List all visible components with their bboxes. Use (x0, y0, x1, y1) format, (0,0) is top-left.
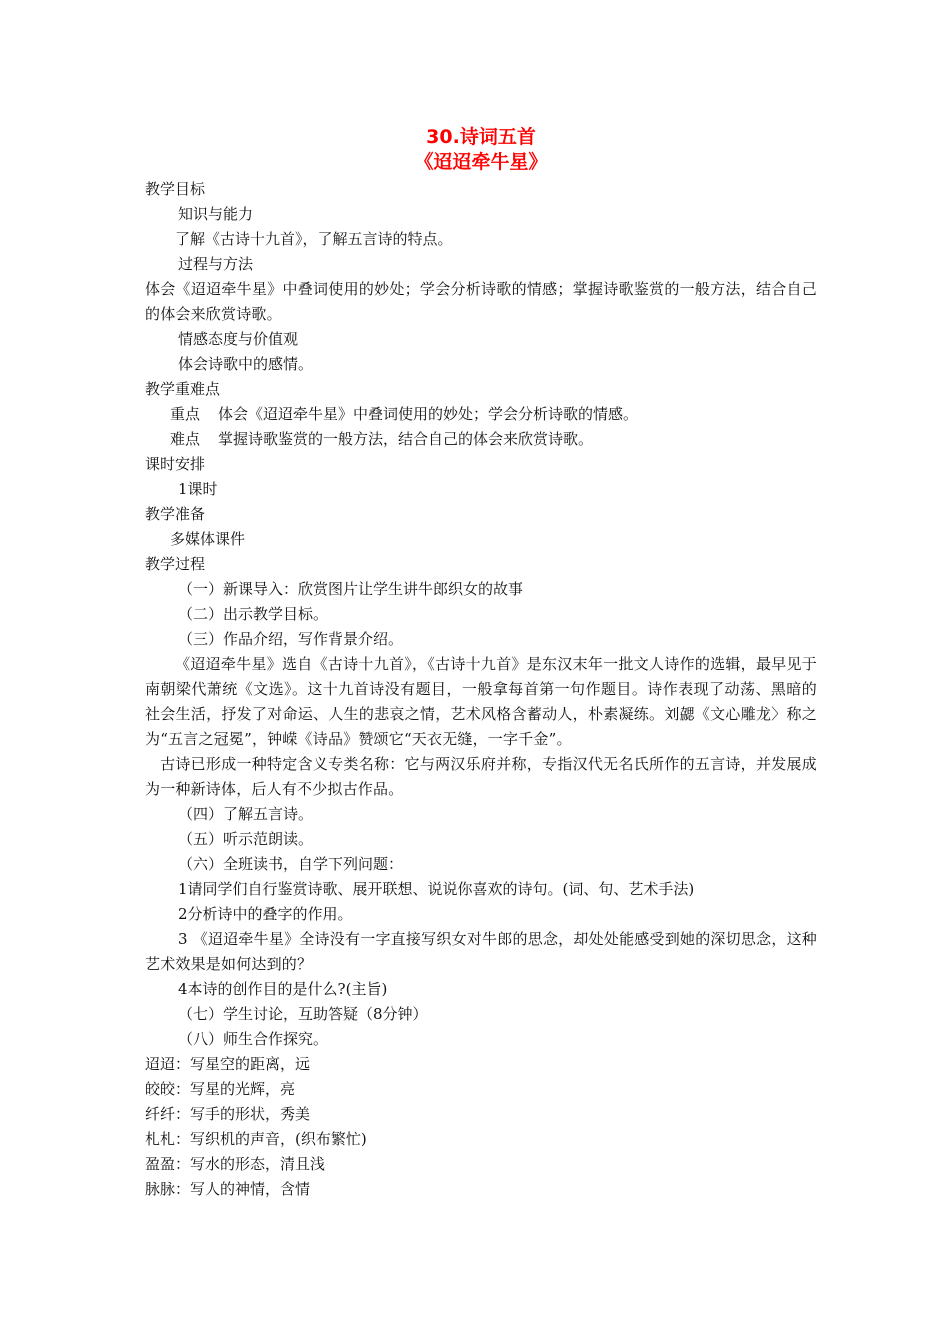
question-4: 4本诗的创作目的是什么?(主旨) (178, 980, 388, 998)
process-step-8: （八）师生合作探究。 (178, 1030, 329, 1048)
process-step-4: （四）了解五言诗。 (178, 805, 314, 823)
reduplication-item: 脉脉：写人的神情，含情 (145, 1180, 311, 1198)
document-title: 30.诗词五首 (426, 126, 536, 148)
focus-label: 重点 (170, 405, 201, 423)
emotion-heading: 情感态度与价值观 (178, 330, 299, 348)
schedule-text: 1课时 (178, 480, 218, 498)
knowledge-heading: 知识与能力 (178, 205, 254, 223)
schedule-heading: 课时安排 (145, 455, 206, 473)
reduplication-item: 纤纤：写手的形状，秀美 (145, 1105, 311, 1123)
reduplication-item: 盈盈：写水的形态，清且浅 (145, 1155, 326, 1173)
process-step-2: （二）出示教学目标。 (178, 605, 329, 623)
process-heading: 教学过程 (145, 555, 206, 573)
objectives-heading: 教学目标 (145, 180, 206, 198)
difficulty-text: 掌握诗歌鉴赏的一般方法，结合自己的体会来欣赏诗歌。 (218, 430, 594, 448)
process-step-3: （三）作品介绍，写作背景介绍。 (178, 630, 404, 648)
reduplication-item: 札札：写织机的声音，(织布繁忙) (145, 1130, 367, 1148)
intro-paragraph-2-text: 古诗已形成一种特定含义专类名称：它与两汉乐府并称，专指汉代无名氏所作的五言诗，并发展成为一种新诗体，后人有不少拟古作品。 (145, 755, 817, 798)
preparation-heading: 教学准备 (145, 505, 206, 523)
question-1: 1请同学们自行鉴赏诗歌、展开联想、说说你喜欢的诗句。(词、句、艺术手法) (178, 880, 695, 898)
reduplication-item: 皎皎：写星的光辉，亮 (145, 1080, 296, 1098)
question-3 (145, 927, 817, 977)
difficulty-row (145, 427, 817, 452)
emotion-text: 体会诗歌中的感情。 (178, 355, 314, 373)
key-points-heading: 教学重难点 (145, 380, 221, 398)
question-3-text: 3 《迢迢牵牛星》全诗没有一字直接写织女对牛郎的思念，却处处能感受到她的深切思念，这种艺术效果是如何达到的？ (145, 930, 817, 973)
process-step-7: （七）学生讨论，互助答疑（8分钟） (178, 1005, 428, 1023)
intro-paragraph-2 (145, 752, 817, 802)
process-method-heading: 过程与方法 (178, 255, 254, 273)
process-step-1: （一）新课导入：欣赏图片让学生讲牛郎织女的故事 (178, 580, 524, 598)
question-2: 2分析诗中的叠字的作用。 (178, 905, 353, 923)
process-method-text: 体会《迢迢牵牛星》中叠词使用的妙处；学会分析诗歌的情感；掌握诗歌鉴赏的一般方法，结合自己的体会来欣赏诗歌。 (145, 280, 817, 323)
preparation-text: 多媒体课件 (170, 530, 246, 548)
knowledge-text: 了解《古诗十九首》，了解五言诗的特点。 (175, 230, 453, 248)
difficulty-label: 难点 (170, 430, 201, 448)
process-step-5: （五）听示范朗读。 (178, 830, 314, 848)
intro-paragraph-1-text: 《迢迢牵牛星》选自《古诗十九首》，《古诗十九首》是东汉末年一批文人诗作的选辑，最早见于南朝梁代萧统《文选》。这十九首诗没有题目，一般拿每首第一句作题目。诗作表现了动荡、黑暗的社会生活，抒发了对命运、人生的悲哀之情，艺术风格含蓄动人，朴素凝练。刘勰《文心雕龙〉称之为“五言之冠冕”，钟嵘《诗品》赞颂它“天衣无缝，一字千金”。 (145, 655, 817, 748)
intro-paragraph-1 (145, 652, 817, 752)
process-step-6: （六）全班读书，自学下列问题： (178, 855, 404, 873)
document-page (145, 125, 817, 1202)
poem-title: 《迢迢牵牛星》 (414, 151, 548, 173)
focus-row (145, 402, 817, 427)
focus-text: 体会《迢迢牵牛星》中叠词使用的妙处；学会分析诗歌的情感。 (218, 405, 639, 423)
reduplication-item: 迢迢：写星空的距离，远 (145, 1055, 311, 1073)
